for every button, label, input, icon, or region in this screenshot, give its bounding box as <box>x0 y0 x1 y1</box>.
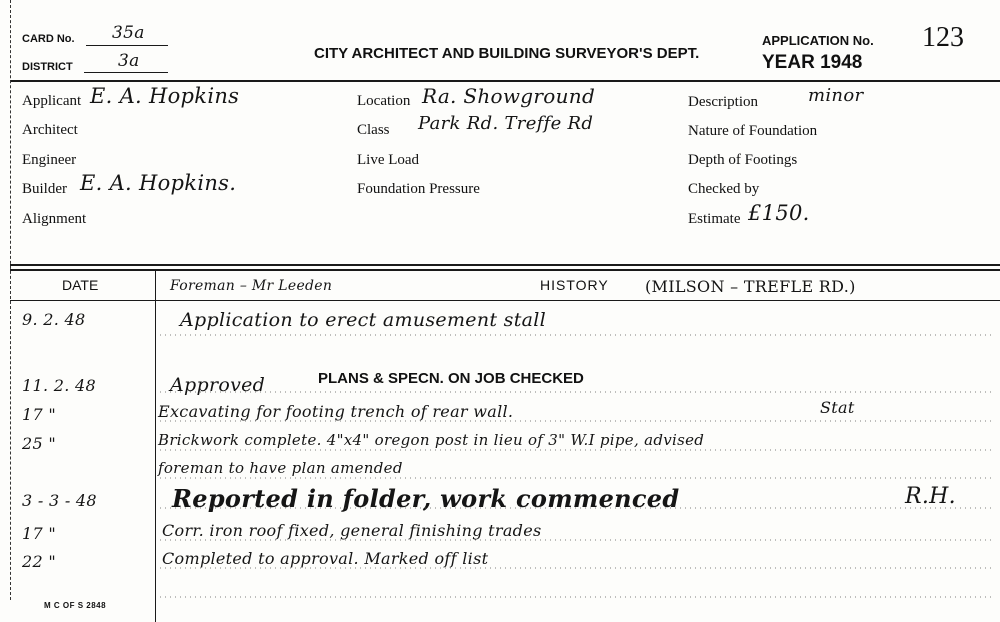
plans-checked-stamp: PLANS & SPECN. ON JOB CHECKED <box>318 370 584 387</box>
entry-date: 25 " <box>22 434 57 453</box>
location-value: Ra. Showground <box>422 84 596 108</box>
entry-text: Approved <box>170 374 266 396</box>
entry-text: Completed to approval. Marked off list <box>162 549 489 568</box>
form-code: M C OF S 2848 <box>44 601 107 610</box>
engineer-label: Engineer <box>22 152 77 168</box>
entry-initials: Stat <box>820 398 855 417</box>
entry-initials: R.H. <box>905 484 956 509</box>
description-label: Description <box>688 94 758 110</box>
card-number-value: 35a <box>112 23 145 43</box>
checked-by-label: Checked by <box>688 181 760 197</box>
builder-label: Builder <box>22 181 67 197</box>
entry-date: 17 " <box>22 405 57 424</box>
description-value: minor <box>808 85 864 106</box>
date-column-header: DATE <box>62 277 99 293</box>
builder-value: E. A. Hopkins. <box>80 171 237 195</box>
estimate-value: £150. <box>748 201 810 225</box>
foreman-text: Foreman – Mr Leeden <box>170 278 333 294</box>
entry-date: 22 " <box>22 552 57 571</box>
applicant-label: Applicant <box>22 93 82 109</box>
entry-text: Reported in folder, work commenced <box>172 484 680 513</box>
entry-text: Brickwork complete. 4"x4" oregon post in lieu of 3" W.I pipe, advised <box>158 431 705 449</box>
estimate-label: Estimate <box>688 211 741 227</box>
live-load-label: Live Load <box>357 152 420 168</box>
entry-text: Corr. iron roof fixed, general finishing trades <box>162 521 542 540</box>
entry-text: foreman to have plan amended <box>158 459 403 477</box>
department-title: CITY ARCHITECT AND BUILDING SURVEYOR'S DEPT. <box>314 45 700 62</box>
location-label: Location <box>357 93 411 109</box>
entry-date: 9. 2. 48 <box>22 310 86 329</box>
nature-of-foundation-label: Nature of Foundation <box>688 123 818 139</box>
entry-text: Application to erect amusement stall <box>180 309 547 331</box>
district-label: DISTRICT <box>22 61 73 73</box>
application-label: APPLICATION No. <box>762 33 874 48</box>
year-text: YEAR 1948 <box>762 52 863 73</box>
card-number-label: CARD No. <box>22 33 75 45</box>
class-label: Class <box>357 122 390 138</box>
class-value: Park Rd. Treffe Rd <box>418 113 594 134</box>
foundation-pressure-label: Foundation Pressure <box>357 181 480 197</box>
district-value: 3a <box>118 51 140 71</box>
history-column-header: HISTORY <box>540 277 609 293</box>
architect-label: Architect <box>22 122 78 138</box>
entry-date: 3 - 3 - 48 <box>22 491 97 510</box>
history-note: (MILSON – TREFLE RD.) <box>645 277 856 296</box>
depth-of-footings-label: Depth of Footings <box>688 152 798 168</box>
entry-text: Excavating for footing trench of rear wall. <box>158 402 514 421</box>
application-number: 123 <box>922 22 964 53</box>
entry-date: 17 " <box>22 524 57 543</box>
entry-date: 11. 2. 48 <box>22 376 96 395</box>
alignment-label: Alignment <box>22 211 87 227</box>
applicant-value: E. A. Hopkins <box>90 84 240 108</box>
